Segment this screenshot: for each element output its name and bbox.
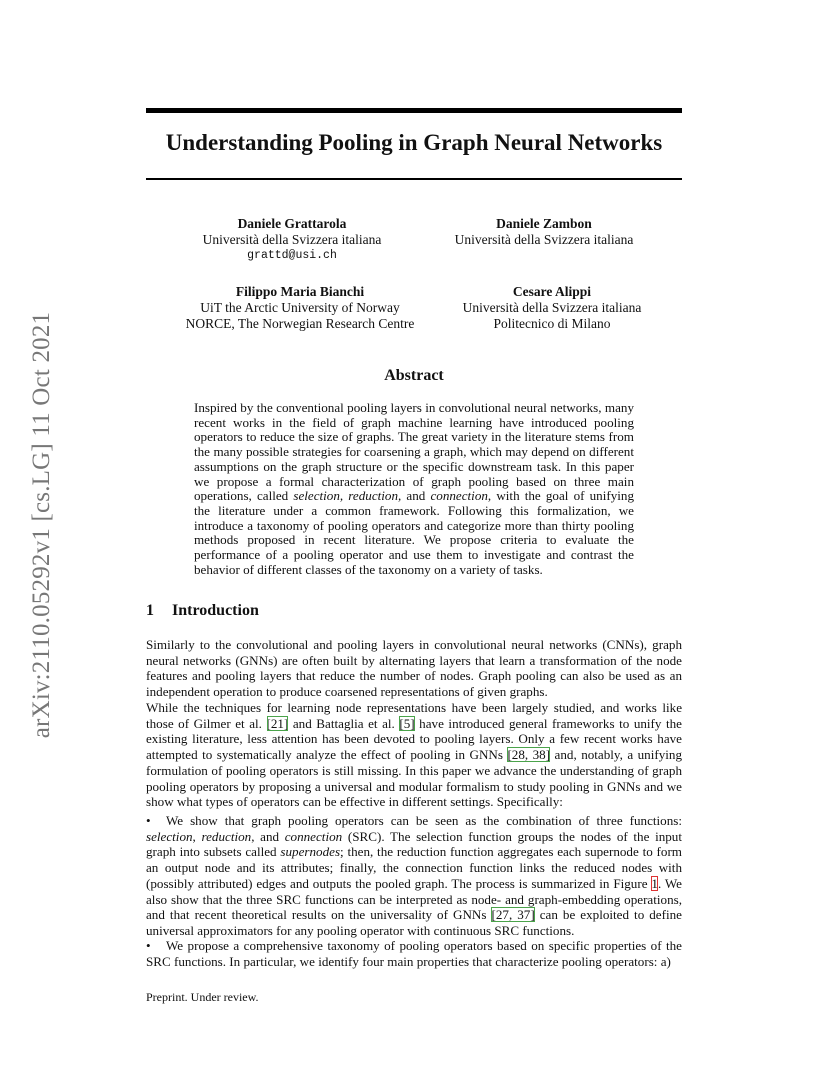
author-name: Daniele Zambon xyxy=(496,216,592,231)
citation-link[interactable]: [5] xyxy=(399,715,415,731)
section-heading xyxy=(146,602,259,620)
citation-link[interactable]: [27, 37] xyxy=(491,907,535,923)
author-email: grattd@usi.ch xyxy=(247,249,337,262)
arxiv-side-identifier xyxy=(22,290,62,760)
intro-paragraph-2: While the techniques for learning node representations have been largely studied, and works like those of Gilmer et al. [21] and Battaglia et al. [5] have introduced general frameworks to unify the existing literature, less attention has been devoted to pooling layers. Only a few recent works have attempted to systematically analyze the effect of pooling in GNNs [28, 38] and, notably, a unifying formulation of pooling operators is still missing. In this paper we advance the understanding of graph pooling operators by proposing a universal and modular formalism to study pooling in GNNs and we show what types of operators can be effective in different settings. Specifically: xyxy=(146,700,682,810)
author-affiliation: Università della Svizzera italiana xyxy=(462,300,642,315)
figure-link[interactable]: 1 xyxy=(651,875,658,891)
title-top-rule xyxy=(146,108,682,113)
author-block-3 xyxy=(170,284,430,332)
bullet-icon: • xyxy=(146,813,151,828)
contribution-bullet-1: • We show that graph pooling operators can be seen as the combination of three functions: selection, reduction, and connection (SRC). The selection function groups the nodes of the input graph into subsets called supernodes; then, the reduction function aggregates each supernode to form an output node and its attributes; finally, the connection function links the reduced nodes with (possibly attributed) edges and outputs the pooled graph. The process is summarized in Figure 1. We also show that the three SRC functions can be interpreted as node- and graph-embedding operations, and that recent theoretical results on the universality of GNNs [27, 37] can be exploited to define universal approximators for any pooling operator with continuous SRC functions. xyxy=(146,813,682,938)
author-block-1 xyxy=(162,216,422,264)
author-affiliation: Università della Svizzera italiana xyxy=(454,232,634,247)
citation-link[interactable]: [28, 38] xyxy=(507,747,551,763)
author-block-4 xyxy=(422,284,682,332)
section-number: 1 xyxy=(146,602,154,619)
author-name: Filippo Maria Bianchi xyxy=(235,284,365,299)
citation-link[interactable]: [21] xyxy=(266,715,289,731)
section-title: Introduction xyxy=(172,602,259,619)
author-affiliation-2: Politecnico di Milano xyxy=(493,316,611,331)
author-block-2 xyxy=(414,216,674,248)
contribution-bullet-2: • We propose a comprehensive taxonomy of pooling operators based on specific properties of the SRC functions. In particular, we identify four main properties that characterize pooling operators: a) xyxy=(146,938,682,969)
author-name: Daniele Grattarola xyxy=(237,216,347,231)
intro-paragraph-1: Similarly to the convolutional and pooling layers in convolutional neural networks (CNNs), graph neural networks (GNNs) are often built by alternating layers that learn a transformation of the node features and pooling layers that reduce the number of nodes. Graph pooling can also be used as an independent operation to produce coarsened representations of given graphs. xyxy=(146,637,682,700)
title-bottom-rule xyxy=(146,178,682,180)
author-affiliation-2: NORCE, The Norwegian Research Centre xyxy=(185,316,415,331)
author-affiliation: Università della Svizzera italiana xyxy=(202,232,382,247)
abstract-text: Inspired by the conventional pooling layers in convolutional neural networks, many recent works in the field of graph machine learning have introduced pooling operators to reduce the size of graphs. The great variety in the literature stems from the many possible strategies for coarsening a graph, which may depend on different assumptions on the graph structure or the specific downstream task. In this paper we propose a formal characterization of graph pooling based on three main operations, called selection, reduction, and connection, with the goal of unifying the literature under a common framework. Following this formalization, we introduce a taxonomy of pooling operators and categorize more than thirty pooling methods proposed in recent literature. We propose criteria to evaluate the performance of a pooling operator and use them to investigate and contrast the behavior of different classes of the taxonomy on a variety of tasks. xyxy=(194,400,634,577)
bullet-icon: • xyxy=(146,938,151,953)
paper-title: Understanding Pooling in Graph Neural Networks xyxy=(165,130,663,155)
arxiv-id-text: arXiv:2110.05292v1 [cs.LG] 11 Oct 2021 xyxy=(28,311,55,739)
author-affiliation: UiT the Arctic University of Norway xyxy=(200,300,400,315)
abstract-heading: Abstract xyxy=(384,367,444,384)
page-footer: Preprint. Under review. xyxy=(146,990,259,1004)
author-name: Cesare Alippi xyxy=(512,284,592,299)
